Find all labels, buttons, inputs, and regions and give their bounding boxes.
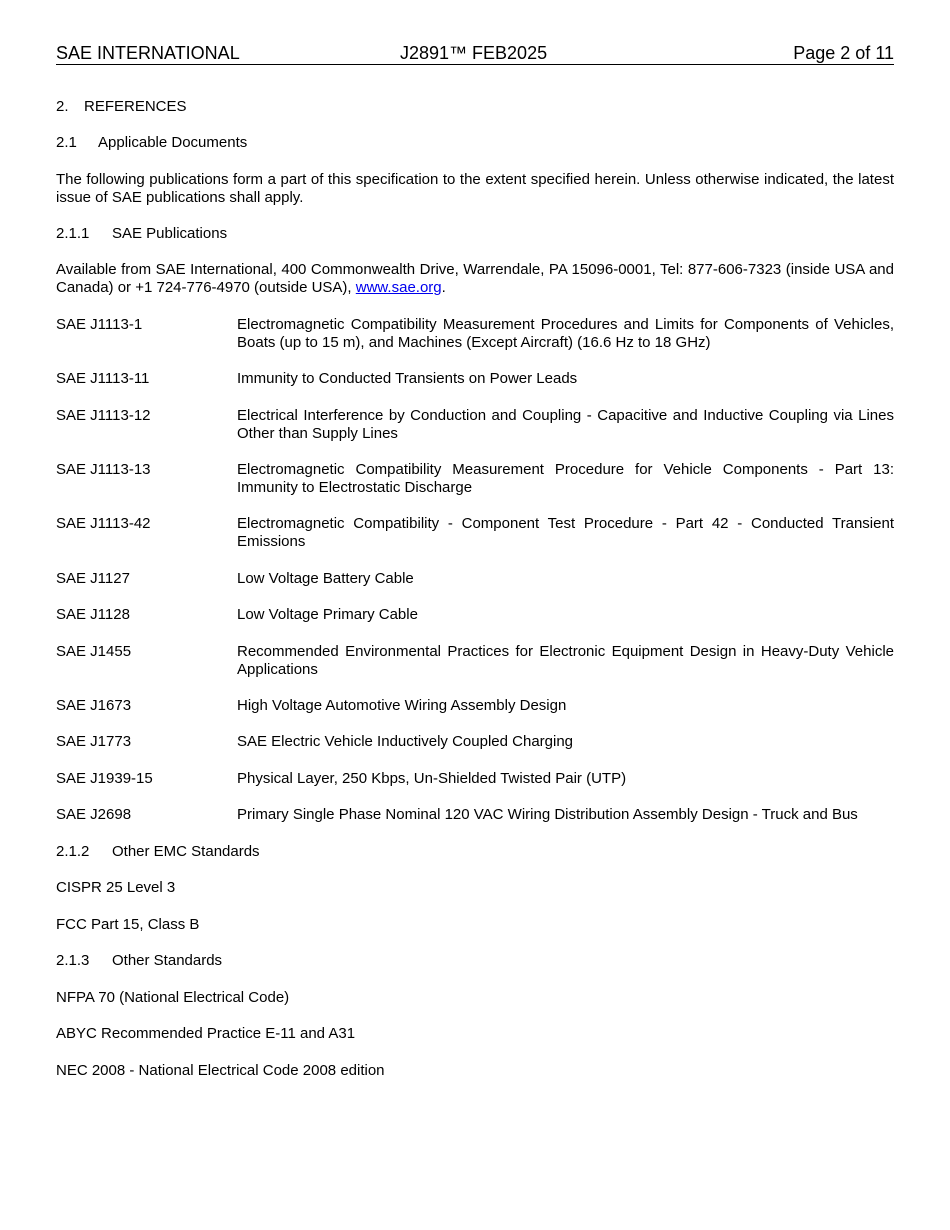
reference-title: Electromagnetic Compatibility Measurement Procedures and Limits for Components of Vehicles, Boats (up to 15 m), and Machines (Except Aircraft) (16.6 Hz to 18 GHz) <box>237 316 894 351</box>
reference-title: Immunity to Conducted Transients on Power Leads <box>237 370 578 387</box>
availability-paragraph <box>56 261 894 297</box>
reference-code: SAE J1113-42 <box>56 515 151 532</box>
reference-title: Primary Single Phase Nominal 120 VAC Wiring Distribution Assembly Design - Truck and Bus <box>237 806 858 823</box>
section-heading-references <box>56 98 894 116</box>
subsection-title: Other Standards <box>112 952 223 969</box>
intro-paragraph: The following publications form a part of this specification to the extent specified herein. Unless otherwise indicated, the latest issue of SAE publications shall apply. <box>56 171 894 206</box>
header-org: SAE INTERNATIONAL <box>56 43 240 63</box>
reference-title: Electrical Interference by Conduction and Coupling - Capacitive and Inductive Coupling via Lines Other than Supply Lines <box>237 407 894 442</box>
header-page-number: Page 2 of 11 <box>793 43 894 63</box>
availability-suffix: . <box>441 279 446 296</box>
reference-code: SAE J1113-13 <box>56 461 151 478</box>
subsection-number: 2.1 <box>56 134 77 151</box>
reference-code: SAE J2698 <box>56 806 132 823</box>
subsection-number: 2.1.2 <box>56 843 90 860</box>
list-item: ABYC Recommended Practice E-11 and A31 <box>56 1025 356 1042</box>
page-header <box>56 43 894 65</box>
section-title: REFERENCES <box>84 98 187 115</box>
reference-title: Electromagnetic Compatibility Measurement Procedure for Vehicle Components - Part 13: Immunity to Electrostatic Discharge <box>237 461 894 496</box>
reference-code: SAE J1773 <box>56 733 132 750</box>
reference-title: Physical Layer, 250 Kbps, Un-Shielded Twisted Pair (UTP) <box>237 770 627 787</box>
subsection-title: Other EMC Standards <box>112 843 260 860</box>
reference-code: SAE J1128 <box>56 606 130 623</box>
list-item: NEC 2008 - National Electrical Code 2008 edition <box>56 1062 385 1079</box>
header-doc-id: J2891™ FEB2025 <box>400 43 548 63</box>
list-item: CISPR 25 Level 3 <box>56 879 176 896</box>
subsection-heading-applicable-documents <box>56 134 894 152</box>
section-number: 2. <box>56 98 69 115</box>
subsection-heading-other-standards <box>56 952 894 970</box>
reference-code: SAE J1127 <box>56 570 130 587</box>
reference-title: Electromagnetic Compatibility - Component Test Procedure - Part 42 - Conducted Transient Emissions <box>237 515 894 550</box>
reference-title: Low Voltage Battery Cable <box>237 570 414 587</box>
list-item: NFPA 70 (National Electrical Code) <box>56 989 290 1006</box>
reference-title: Low Voltage Primary Cable <box>237 606 418 623</box>
reference-title: Recommended Environmental Practices for Electronic Equipment Design in Heavy-Duty Vehicle Applications <box>237 643 894 678</box>
reference-code: SAE J1113-12 <box>56 407 151 424</box>
reference-code: SAE J1673 <box>56 697 132 714</box>
reference-code: SAE J1113-1 <box>56 316 143 333</box>
subsection-title: SAE Publications <box>112 225 228 242</box>
subsection-title: Applicable Documents <box>98 134 248 151</box>
sae-website-link[interactable]: www.sae.org <box>355 279 442 296</box>
list-item: FCC Part 15, Class B <box>56 916 200 933</box>
reference-code: SAE J1939-15 <box>56 770 153 787</box>
subsection-heading-other-emc-standards <box>56 843 894 861</box>
availability-text: Available from SAE International, 400 Commonwealth Drive, Warrendale, PA 15096-0001, Tel: 877-606-7323 (inside USA and Canada) or +1 724-776-4970 (outside USA), <box>56 261 894 296</box>
reference-code: SAE J1113-11 <box>56 370 150 387</box>
subsection-heading-sae-publications <box>56 225 894 243</box>
subsection-number: 2.1.3 <box>56 952 90 969</box>
subsection-number: 2.1.1 <box>56 225 90 242</box>
reference-title: High Voltage Automotive Wiring Assembly Design <box>237 697 567 714</box>
reference-code: SAE J1455 <box>56 643 132 660</box>
reference-title: SAE Electric Vehicle Inductively Coupled Charging <box>237 733 574 750</box>
